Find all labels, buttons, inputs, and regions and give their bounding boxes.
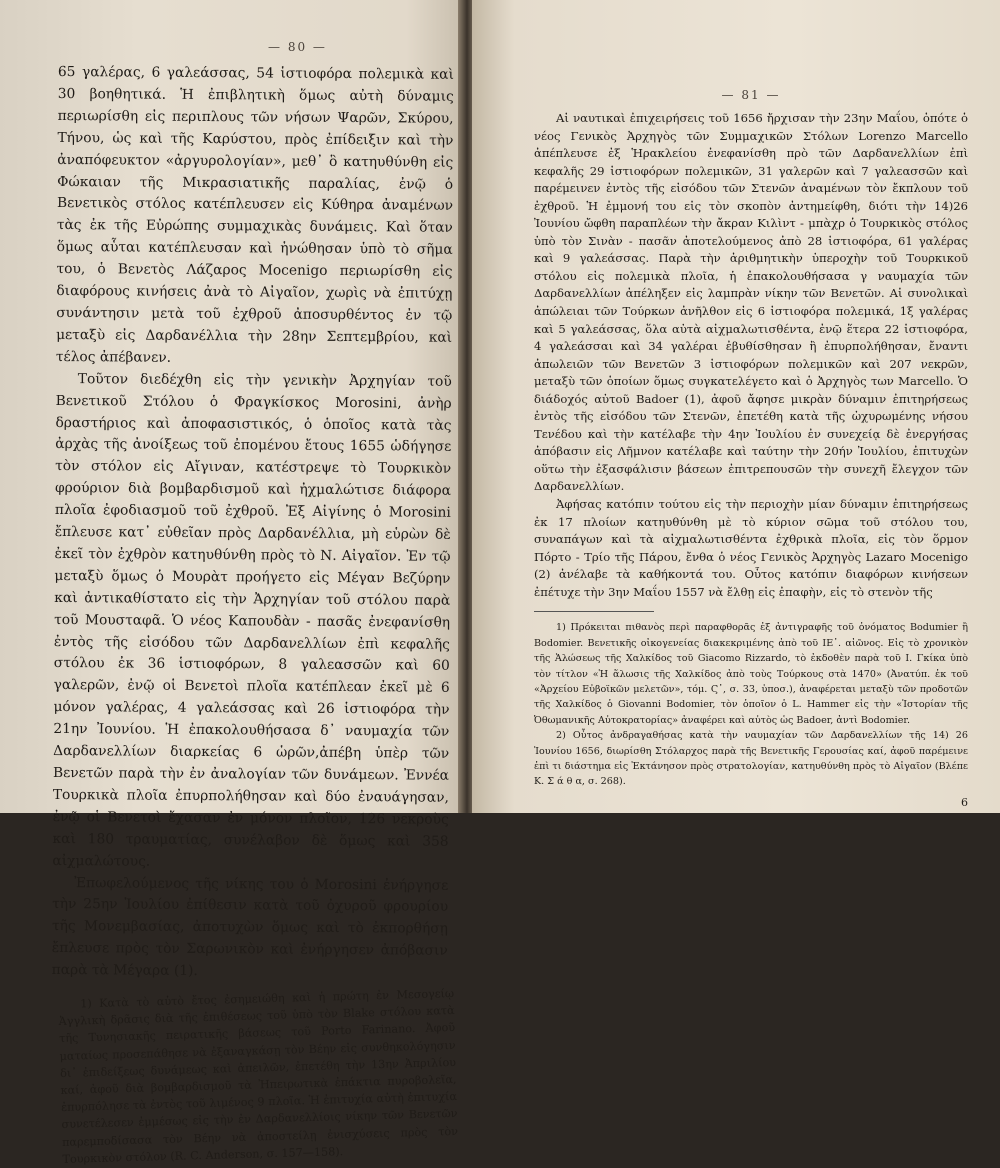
page-number-left: — 80 — bbox=[268, 40, 327, 54]
right-page bbox=[472, 0, 1000, 813]
right-paragraph-2: Ἀφήσας κατόπιν τούτου εἰς τὴν περιοχὴν μίαν δύναμιν ἐπιτηρήσεως ἐκ 17 πλοίων κατηυθύνθη μὲ τὸ κύριον σῶμα τοῦ στόλου του, συναπάγων καὶ τὰ αἰχμαλωτισθέντα ἐχθρικὰ πλοῖα, εἰς τὸν ὅρμον Πόρτο - Τρίο τῆς Πάρου, ἔνθα ὁ νέος Γενικὸς Ἀρχηγὸς Lazaro Mocenigo (2) ἀνέλαβε τὰ καθήκοντά του. Οὗτος κατόπιν διαφόρων κινήσεων ἐπέτυχε τὴν 3ην Μαΐου 1557 νὰ ἔλθῃ εἰς ἐπαφὴν, εἰς τὸ στενὸν τῆς bbox=[534, 497, 968, 599]
right-body-text bbox=[534, 110, 968, 601]
left-paragraph-2: Τοῦτον διεδέχθη εἰς τὴν γενικὴν Ἀρχηγίαν τοῦ Βενετικοῦ Στόλου ὁ Φραγκίσκος Morosini, ἀνὴρ δραστήριος καὶ ἀποφασιστικός, ὁ ὁποῖος κατὰ τὰς ἀρχὰς τῆς ἀνοίξεως τοῦ ἐπομένου ἔτους 1655 ὡδήγησε τὸν στόλον εἰς Αἴγιναν, κατέστρεψε τὸ Τουρκικὸν φρούριον διὰ βομβαρδισμοῦ καὶ ἠχμαλώτισε διάφορα πλοῖα ἐφοδιασμοῦ τοῦ ἐχθροῦ. Ἐξ Αἰγίνης ὁ Morosini ἔπλευσε κατ᾽ εὐθεῖαν πρὸς Δαρδανέλλια, μὴ εὑρὼν δὲ ἐκεῖ τὸν ἐχθρὸν κατηυθύνθη πρὸς τὸ Ν. Αἰγαῖον. Ἐν τῷ μεταξὺ ὅμως ὁ Μουρὰτ προήγετο εἰς Μέγαν Βεζύρην καὶ ἀντικαθίστατο εἰς τὴν Ἀρχηγίαν τοῦ στόλου παρὰ τοῦ Μουσταφᾶ. Ὁ νέος Καπουδὰν - πασᾶς ἐνεφανίσθη ἐντὸς τῆς εἰσόδου τῶν Δαρδανελλίων ἐπὶ κεφαλῆς στόλου ἐκ 36 ἱστιοφόρων, 8 γαλεασσῶν καὶ 60 γαλερῶν, ἐνῷ οἱ Βενετοὶ πλοῖα κατέπλεαν ἐκεῖ μὲ 6 μόνον γαλέρας, 4 γαλεάσσας καὶ 26 ἱστιοφόρα τὴν 21ην Ἰουνίου. Ἡ ἐπακολουθήσασα δ᾽ ναυμαχία τῶν Δαρδανελλίων διαρκείας 6 ὡρῶν,ἀπέβη ὑπὲρ τῶν Βενετῶν παρὰ τὴν ἐν ἀναλογίαν τῶν δυνάμεων. Ἐννέα Τουρκικὰ πλοῖα ἐπυρπολήθησαν καὶ δύο ἐναυάγησαν, ἐνῷ οἱ Βενετοὶ ἔχασαν ἐν μόνον πλοῖον, 126 νεκροὺς καὶ 180 τραυματίας, συνέλαβον δὲ ὅμως καὶ 358 αἰχμαλώτους. bbox=[52, 370, 452, 870]
left-page bbox=[0, 0, 462, 1166]
page-number-right: — 81 — bbox=[721, 88, 781, 102]
left-footnote-1: 1) Κατὰ τὸ αὐτὸ ἔτος ἐσημειώθη καὶ ἡ πρώτη ἐν Μεσογείῳ Ἀγγλικὴ δρᾶσις διὰ τῆς ἐπιθέσεως τοῦ ὑπὸ τὸν Blake στόλου κατὰ τῆς Τυνησιακῆς πειρατικῆς βάσεως τοῦ Porto Farinano. Ἀφοῦ ματαίως προσεπάθησε νὰ ἐξαναγκάσῃ τὸν Βέην εἰς συνθηκολόγησιν δι᾽ ἐπιδείξεως δυνάμεως καὶ ἀπειλῶν, ἐπετέθη τὴν 13ην Ἀπριλίου καί, ἀφοῦ διὰ βομβαρδισμοῦ τὰ Ἠπειρωτικὰ ἐπάκτια πυροβολεῖα, ἐπυρπόλησε τὰ ἐντὸς τοῦ λιμένος 9 πλοῖα. Ἡ ἐπιτυχία αὐτὴ ἐπιτυχία συνετέλεσεν ἐμμέσως εἰς τὴν ἐν Δαρδανελλίοις νίκην τῶν Βενετῶν παρεμποδίσασα τὸν Βέην νὰ ἀποστείλῃ ἐνισχύσεις πρὸς τὸν Τουρκικὸν στόλον (R. C. Anderson, σ. 157—158). bbox=[58, 987, 459, 1166]
right-paragraph-1: Αἱ ναυτικαὶ ἐπιχειρήσεις τοῦ 1656 ἤρχισαν τὴν 23ην Μαΐου, ὁπότε ὁ νέος Γενικὸς Ἀρχηγὸς τῶν Συμμαχικῶν Στόλων Lorenzo Marcello ἀπέπλευσε ἐξ Ἡρακλείου ἐνεφανίσθη πρὸ τῶν Δαρδανελλίων ἐπὶ κεφαλῆς 29 ἱστιοφόρων πολεμικῶν, 31 γαλερῶν καὶ 7 γαλεασσῶν καὶ παρέμεινεν ἐντὸς τῆς εἰσόδου τῶν Στενῶν ἀναμένων τὸν ἔκπλουν τοῦ ἐχθροῦ. Ἡ ἐμμονή του εἰς τὸν σκοπὸν ἀντημείφθη, διότι τὴν 14)26 Ἰουνίου ὤφθη παραπλέων τὴν ἄκραν Κιλὶντ - μπὰχρ ὁ Τουρκικὸς στόλος ὑπὸ τὸν Σινὰν - πασᾶν ἀποτελούμενος ἀπὸ 28 ἱστιοφόρα, 61 γαλέρας καὶ 9 γαλεάσσας. Παρὰ τὴν ἀριθμητικὴν ὑπεροχὴν τοῦ Τουρκικοῦ στόλου εἰς πολεμικὰ πλοῖα, ἡ ἐπακολουθήσασα γ ναυμαχία τῶν Δαρδανελλίων ἀπέληξεν εἰς λαμπρὰν νίκην τῶν Βενετῶν. Αἱ συνολικαὶ ἀπώλειαι τῶν Τούρκων ἀνῆλθον εἰς 6 ἱστιοφόρα πολεμικά, 1ξ γαλέρας καὶ 5 γαλεάσσας, ὅλα αὐτὰ αἰχμαλωτισθέντα, ἐνῷ ἕτερα 22 ἱστιοφόρα, 4 γαλεάσσαι καὶ 34 γαλέραι ἐβυθίσθησαν ἢ ἐπυρπολήθησαν, ἔναντι ἀπωλειῶν τῶν Βενετῶν 3 ἱστιοφόρων πολεμικῶν καὶ 207 νεκρῶν, μεταξὺ τῶν ὁποίων ὅμως συγκατελέγετο καὶ ὁ Ἀρχηγὸς των Marcello. Ὁ διάδοχός αὐτοῦ Badoer (1), ἀφοῦ ἄφησε μικρὰν δύναμιν ἐπιτηρήσεως ἐντὸς τῆς εἰσόδου τῶν Στενῶν, ἐπετέθη κατὰ τῆς ὠχυρωμένης νήσου Τενέδου καὶ τὴν κατέλαβε τὴν 4ην Ἰουλίου ἐν συνεχείᾳ δὲ ἐνεργήσας ἀπόβασιν εἰς Λῆμνον κατέλαβε καὶ ταύτην τὴν 20ήν Ἰουλίου, ἐπιτυχὼν οὕτω τὴν ἐξασφάλισιν βάσεων ἐπιτρεπουσῶν τὴν συνεχῆ ἔλεγχον τῶν Δαρδανελλίων. bbox=[534, 111, 968, 494]
left-paragraph-1: 65 γαλέρας, 6 γαλεάσσας, 54 ἱστιοφόρα πολεμικὰ καὶ 30 βοηθητικά. Ἡ ἐπιβλητικὴ ὅμως αὐτὴ δύναμις περιωρίσθη εἰς περιπλους τῶν νήσων Ψαρῶν, Σκύρου, Τήνου, ὡς καὶ τῆς Καρύστου, πρὸς ἐπίδειξιν καὶ τὴν ἀναπόφευκτον «ἀργυρολογίαν», μεθ᾽ ὃ κατηυθύνθη εἰς Φώκαιαν τῆς Μικρασιατικῆς παραλίας, ἐνῷ ὁ Βενετικὸς στόλος κατέπλευσεν εἰς Κύθηρα ἀναμένων τὰς ἐκ τῆς Εὐρώπης συμμαχικὰς δυνάμεις. Καὶ ὅταν ὅμως αὗται κατέπλευσαν καὶ ἡνώθησαν ὑπὸ τὸ σῆμα του, ὁ Βενετὸς Λάζαρος Mocenigo περιωρίσθη εἰς διαφόρους κινήσεις ἀνὰ τὸ Αἰγαῖον, χωρὶς νὰ ἐπιτύχῃ συνάντησιν μετὰ τοῦ ἐχθροῦ ἀποσυρθέντος ἐν τῷ μεταξὺ εἰς Δαρδανέλλια τὴν 28ην Σεπτεμβρίου, καὶ τέλος ἀπέβανεν. bbox=[55, 63, 454, 366]
left-paragraph-3: Ἐπωφελούμενος τῆς νίκης του ὁ Morosini ἐνήργησε τὴν 25ην Ἰουλίου ἐπίθεσιν κατὰ τοῦ ὀχυροῦ φρουρίου τῆς Μονεμβασίας, ἀποτυχὼν ὅμως καὶ τὸ ἐκπορθήσῃ ἔπλευσε πρὸς τὸν Σαρωνικὸν καὶ ἐνήργησεν ἀπόβασιν παρὰ τὰ Μέγαρα (1). bbox=[51, 874, 449, 980]
left-body-text bbox=[52, 62, 454, 985]
signature-mark: 6 bbox=[961, 795, 968, 809]
right-footnotes bbox=[534, 620, 968, 789]
footnote-rule bbox=[534, 611, 654, 612]
right-footnote-1: 1) Πρόκειται πιθανὸς περὶ παραφθορᾶς ἐξ ἀντιγραφῆς τοῦ ὀνόματος Bodumier ἢ Bodomier. Βενετικῆς οἰκογενείας διακεκριμένης ἀπὸ τοῦ ΙΕ᾽. αἰῶνος. Εἰς τὸ χρονικὸν τῆς Ἁλώσεως τῆς Χαλκίδος τοῦ Giacomo Rizzardo, τὸ ἐκδοθὲν παρὰ τοῦ Ι. Γκίκα ὑπὸ τὸν τίτλον «Ἡ ἅλωσις τῆς Χαλκίδος ἀπὸ τοὺς Τούρκους στὰ 1470» (Ἀνατύπ. ἐκ τοῦ «Ἀρχείου Εὐβοϊκῶν μελετῶν», τόμ. Ϛ᾽, σ. 33, ὑποσ.), ἀναφέρεται μεταξὺ τῶν προδοτῶν τῆς Χαλκίδος ὁ Giovanni Bodomier, τὸν ὁποῖον ὁ L. Hammer εἰς τὴν «Ἱστορίαν τῆς Ὀθωμανικῆς Αὐτοκρατορίας» ἀναφέρει καὶ αὐτὸς ὡς Badoer, ἀντὶ Bodomier. bbox=[534, 622, 968, 726]
right-footnote-2: 2) Οὗτος ἀνδραγαθήσας κατὰ τὴν ναυμαχίαν τῶν Δαρδανελλίων τῆς 14) 26 Ἰουνίου 1656, διωρίσθη Στόλαρχος παρὰ τῆς Βενετικῆς Γερουσίας καί, ἀφοῦ παρέμεινε ἐπὶ τι διάστημα εἰς Ἐκτάνησον πρὸς στρατολογίαν, κατηυθύνθη πρὸς τὸ Αἰγαῖον (Βλέπε Κ. Σ ά θ α, σ. 268). bbox=[534, 730, 968, 788]
left-footnotes bbox=[58, 985, 459, 1168]
